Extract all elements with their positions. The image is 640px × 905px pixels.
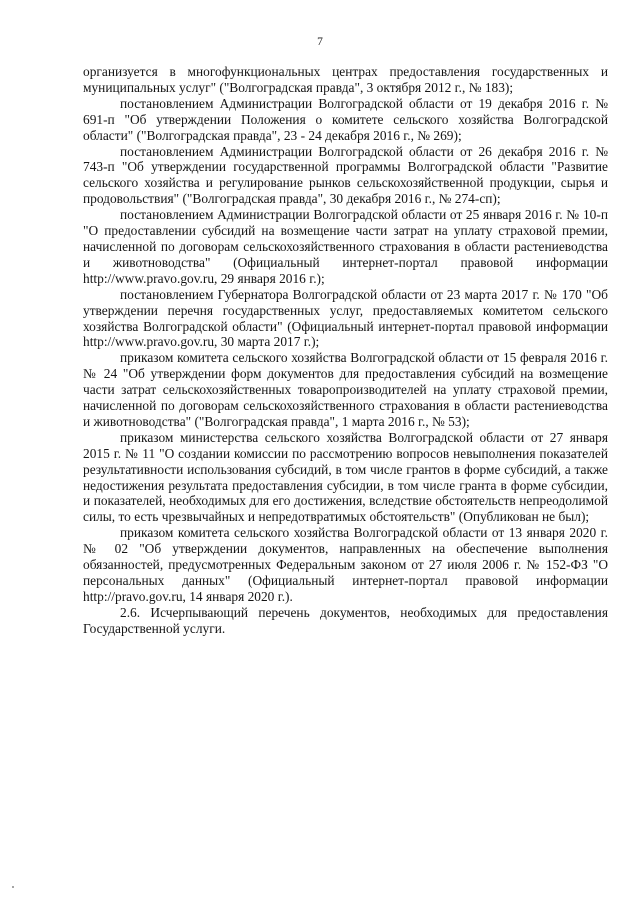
paragraph-order-11: приказом министерства сельского хозяйства Волгоградской области от 27 января 2015 г. № 11 "О создании комиссии по рассмотрению вопросов невыполнения показателей результативности использования субсидий, в том числе грантов в форме субсидий, а также недостижения результата предоставления субсидии, в том числе гранта в форме субсидии, и показателей, необходимых для его достижения, вследствие обстоятельств непреодолимой силы, то есть чрезвычайных и непредотвратимых обстоятельств" (Опубликован не был); <box>83 429 608 525</box>
paragraph-order-02: приказом комитета сельского хозяйства Волгоградской области от 13 января 2020 г. № 02 "Об утверждении документов, направленных на обеспечение выполнения обязанностей, предусмотренных Федеральным законом от 27 июля 2006 г. № 152-ФЗ "О персональных данных" (Официальный интернет-портал правовой информации http://pravo.gov.ru, 14 января 2020 г.). <box>83 525 608 604</box>
paragraph-continuation: организуется в многофункциональных центрах предоставления государственных и муниципальных услуг" ("Волгоградская правда", 3 октября 2012 г., № 183); <box>83 64 608 95</box>
document-body <box>83 64 608 637</box>
paragraph-order-24: приказом комитета сельского хозяйства Волгоградской области от 15 февраля 2016 г. № 24 "Об утверждении форм документов для предоставления субсидий на возмещение части затрат сельскохозяйственных товаропроизводителей на уплату страховой премии, начисленной по договорам сельскохозяйственного страхования в области растениеводства и животноводства" ("Волгоградская правда", 1 марта 2016 г., № 53); <box>83 350 608 429</box>
paragraph-resolution-691: постановлением Администрации Волгоградской области от 19 декабря 2016 г. № 691-п "Об утверждении Положения о комитете сельского хозяйства Волгоградской области" ("Волгоградская правда", 23 - 24 декабря 2016 г., № 269); <box>83 95 608 143</box>
page-number: 7 <box>317 36 323 48</box>
paragraph-resolution-743: постановлением Администрации Волгоградской области от 26 декабря 2016 г. № 743-п "Об утверждении государственной программы Волгоградской области "Развитие сельского хозяйства и регулирование рынков сельскохозяйственной продукции, сырья и продовольствия" ("Волгоградская правда", 30 декабря 2016 г., № 274-сп); <box>83 143 608 207</box>
section-2-6-heading: 2.6. Исчерпывающий перечень документов, необходимых для предоставления Государственной услуги. <box>83 604 608 636</box>
scan-dot <box>12 886 14 888</box>
paragraph-resolution-10: постановлением Администрации Волгоградской области от 25 января 2016 г. № 10-п "О предоставлении субсидий на возмещение части затрат на уплату страховой премии, начисленной по договорам сельскохозяйственного страхования в области растениеводства и животноводства" (Официальный интернет-портал правовой информации http://www.pravo.gov.ru, 29 января 2016 г.); <box>83 207 608 286</box>
paragraph-governor-resolution-170: постановлением Губернатора Волгоградской области от 23 марта 2017 г. № 170 "Об утверждении перечня государственных услуг, предоставляемых комитетом сельского хозяйства Волгоградской области" (Официальный интернет-портал правовой информации http://www.pravo.gov.ru, 30 марта 2017 г.); <box>83 286 608 350</box>
